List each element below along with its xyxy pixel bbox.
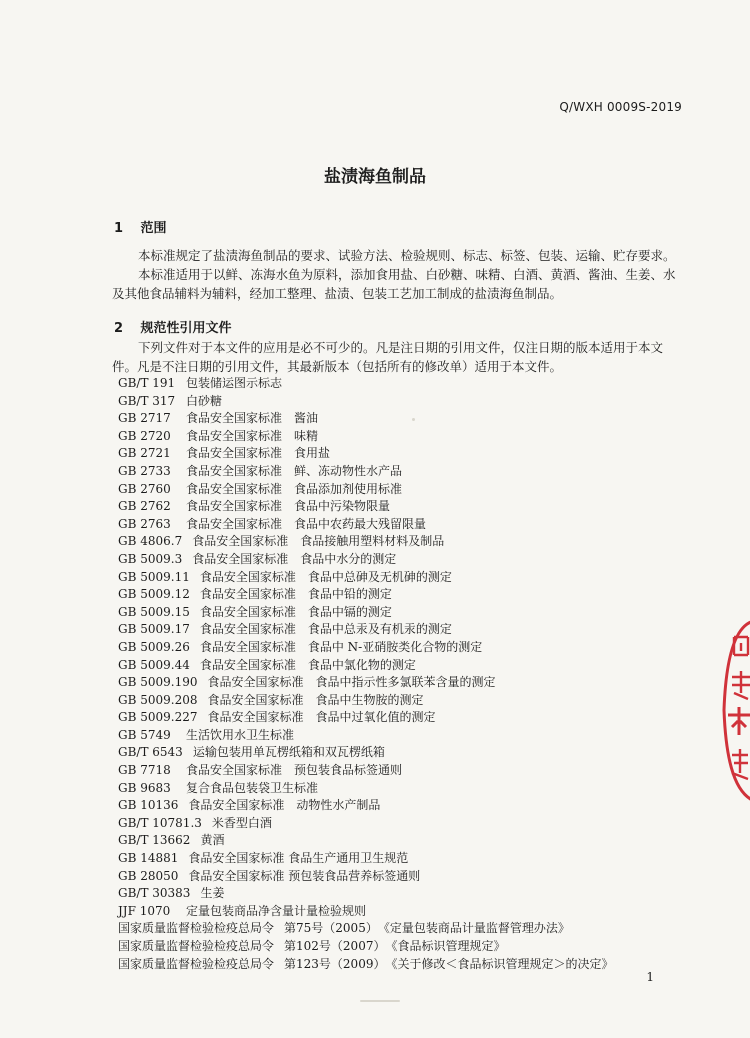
reference-code: GB 7718: [118, 763, 171, 778]
reference-code: GB 5009.3: [118, 551, 183, 566]
scan-speck: [360, 1000, 400, 1002]
paragraph: 下列文件对于本文件的应用是必不可少的。凡是注日期的引用文件，仅注日期的版本适用于本文件。凡是不注日期的引用文件，其最新版本（包括所有的修改单）适用于本文件。: [112, 340, 664, 374]
reference-title: 黄酒: [200, 833, 225, 848]
reference-code: GB 2720: [118, 428, 171, 443]
reference-item: [118, 393, 613, 411]
section-2-heading: [114, 317, 232, 336]
reference-code: GB 2762: [118, 499, 171, 514]
reference-title: 食品安全国家标准 食品中水分的测定: [192, 551, 397, 566]
reference-code: 国家质量监督检验检疫总局令: [118, 939, 275, 953]
reference-title: 食品安全国家标准 食品中总汞及有机汞的测定: [199, 622, 452, 637]
section-1-body: [112, 246, 684, 303]
seal-glyph-mark: [732, 749, 748, 779]
reference-code: GB/T 191: [118, 376, 176, 390]
reference-code: GB/T 6543: [118, 745, 183, 760]
seal-glyph-mark: [732, 671, 750, 699]
reference-code: GB 5749: [118, 727, 171, 742]
reference-title: 第123号（2009） 《关于修改＜食品标识管理规定＞的决定》: [284, 956, 614, 971]
section-title: 范围: [140, 221, 167, 236]
reference-code: GB 5009.26: [118, 639, 190, 654]
reference-item: [118, 709, 613, 727]
page-number: 1: [646, 970, 654, 984]
reference-code: GB 5009.17: [118, 622, 190, 637]
reference-title: 食品安全国家标准 食品中污染物限量: [186, 499, 391, 514]
reference-title: 定量包装商品净含量计量检验规则: [186, 903, 367, 918]
paragraph: 本标准适用于以鲜、冻海水鱼为原料，添加食用盐、白砂糖、味精、白酒、黄酒、酱油、生姜、水及其他食品辅料为辅料，经加工整理、盐渍、包装工艺加工制成的盐渍海鱼制品。: [112, 267, 676, 301]
reference-code: GB 14881: [118, 851, 179, 866]
reference-item: [118, 569, 613, 587]
reference-title: 食品安全国家标准 酱油: [186, 411, 319, 426]
reference-title: 食品安全国家标准 食品中 N-亚硝胺类化合物的测定: [199, 639, 483, 654]
reference-title: 运输包装用单瓦楞纸箱和双瓦楞纸箱: [192, 745, 385, 760]
reference-item: [118, 727, 613, 745]
reference-title: 食品安全国家标准 食用盐: [186, 446, 331, 461]
reference-item: [118, 410, 613, 428]
scan-speck: [412, 418, 415, 421]
reference-title: 食品安全国家标准 食品中过氧化值的测定: [207, 710, 436, 725]
reference-title: 食品安全国家标准 食品中指示性多氯联苯含量的测定: [207, 675, 496, 690]
reference-item: [118, 498, 613, 516]
reference-title: 白砂糖: [186, 393, 223, 408]
reference-item: [118, 762, 613, 780]
reference-title: 食品安全国家标准 食品中氯化物的测定: [199, 657, 416, 672]
reference-title: 食品安全国家标准 预包装食品标签通则: [186, 763, 403, 778]
reference-title: 包装储运图示标志: [186, 376, 283, 390]
reference-code: GB 5009.208: [118, 692, 198, 707]
reference-title: 食品安全国家标准 鲜、冻动物性水产品: [186, 463, 403, 478]
reference-title: 第102号（2007） 《食品标识管理规定》: [284, 939, 506, 953]
reference-title: 食品安全国家标准 食品中总砷及无机砷的测定: [199, 569, 452, 584]
reference-title: 生姜: [200, 886, 225, 901]
reference-title: 食品安全国家标准 食品中农药最大残留限量: [186, 516, 427, 531]
reference-title: 食品安全国家标准 味精: [186, 428, 319, 443]
reference-item: [118, 481, 613, 499]
reference-item: [118, 533, 613, 551]
document-code: Q/WXH 0009S-2019: [559, 100, 682, 114]
reference-code: GB/T 30383: [118, 886, 191, 901]
reference-item: [118, 604, 613, 622]
reference-item: [118, 868, 613, 886]
section-1-heading: [114, 217, 167, 236]
reference-item: [118, 903, 613, 921]
reference-code: GB 2721: [118, 446, 171, 461]
section-number: 1: [114, 221, 124, 236]
reference-code: GB 5009.227: [118, 710, 198, 725]
reference-item: [118, 674, 613, 692]
section-number: 2: [114, 321, 124, 336]
reference-title: 食品安全国家标准 食品中镉的测定: [199, 604, 392, 619]
reference-code: GB 2760: [118, 481, 171, 496]
reference-code: 国家质量监督检验检疫总局令: [118, 956, 275, 971]
reference-item: [118, 692, 613, 710]
reference-item: [118, 938, 613, 956]
reference-title: 食品安全国家标准 食品接触用塑料材料及制品: [192, 534, 445, 549]
reference-code: GB 9683: [118, 780, 171, 795]
reference-item: [118, 375, 613, 393]
reference-title: 食品安全国家标准 预包装食品营养标签通则: [188, 868, 421, 883]
section-2-body: [112, 338, 684, 376]
paragraph: 本标准规定了盐渍海鱼制品的要求、试验方法、检验规则、标志、标签、包装、运输、贮存要求。: [138, 248, 676, 263]
reference-title: 食品安全国家标准 食品中生物胺的测定: [207, 692, 424, 707]
reference-item: [118, 463, 613, 481]
reference-item: [118, 586, 613, 604]
reference-code: JJF 1070: [118, 903, 171, 918]
reference-item: [118, 744, 613, 762]
document-title: 盐渍海鱼制品: [324, 167, 426, 187]
reference-item: [118, 445, 613, 463]
reference-item: [118, 639, 613, 657]
reference-code: GB/T 13662: [118, 833, 191, 848]
reference-title: 食品安全国家标准 食品添加剂使用标准: [186, 481, 403, 496]
seal-glyph-mark: [728, 707, 750, 735]
reference-title: 米香型白酒: [211, 815, 272, 830]
reference-code: GB 5009.12: [118, 587, 190, 602]
reference-code: GB 5009.11: [118, 569, 190, 584]
reference-title: 食品安全国家标准 食品中铅的测定: [199, 587, 392, 602]
reference-code: GB 2717: [118, 411, 171, 426]
reference-code: GB/T 10781.3: [118, 815, 202, 830]
reference-code: 国家质量监督检验检疫总局令: [118, 921, 275, 936]
reference-item: [118, 797, 613, 815]
reference-title: 食品安全国家标准 食品生产通用卫生规范: [188, 851, 409, 866]
reference-code: GB 2733: [118, 463, 171, 478]
reference-item: [118, 920, 613, 938]
reference-code: GB 5009.44: [118, 657, 190, 672]
reference-code: GB 10136: [118, 798, 179, 813]
reference-code: GB 4806.7: [118, 534, 183, 549]
reference-title: 第75号（2005） 《定量包装商品计量监督管理办法》: [284, 921, 570, 936]
reference-item: [118, 815, 613, 833]
reference-title: 生活饮用水卫生标准: [186, 727, 295, 742]
reference-item: [118, 516, 613, 534]
reference-item: [118, 850, 613, 868]
reference-item: [118, 657, 613, 675]
reference-title: 复合食品包装袋卫生标准: [186, 780, 319, 795]
reference-item: [118, 885, 613, 903]
red-seal-stamp: [714, 615, 750, 805]
reference-item: [118, 428, 613, 446]
reference-title: 食品安全国家标准 动物性水产制品: [188, 798, 381, 813]
reference-item: [118, 780, 613, 798]
reference-item: [118, 956, 613, 974]
reference-item: [118, 621, 613, 639]
reference-code: GB 5009.15: [118, 604, 190, 619]
reference-list: [118, 375, 613, 973]
reference-item: [118, 832, 613, 850]
section-title: 规范性引用文件: [140, 321, 232, 336]
reference-code: GB 5009.190: [118, 675, 198, 690]
reference-code: GB 2763: [118, 516, 171, 531]
reference-code: GB 28050: [118, 868, 179, 883]
reference-item: [118, 551, 613, 569]
reference-code: GB/T 317: [118, 393, 176, 408]
